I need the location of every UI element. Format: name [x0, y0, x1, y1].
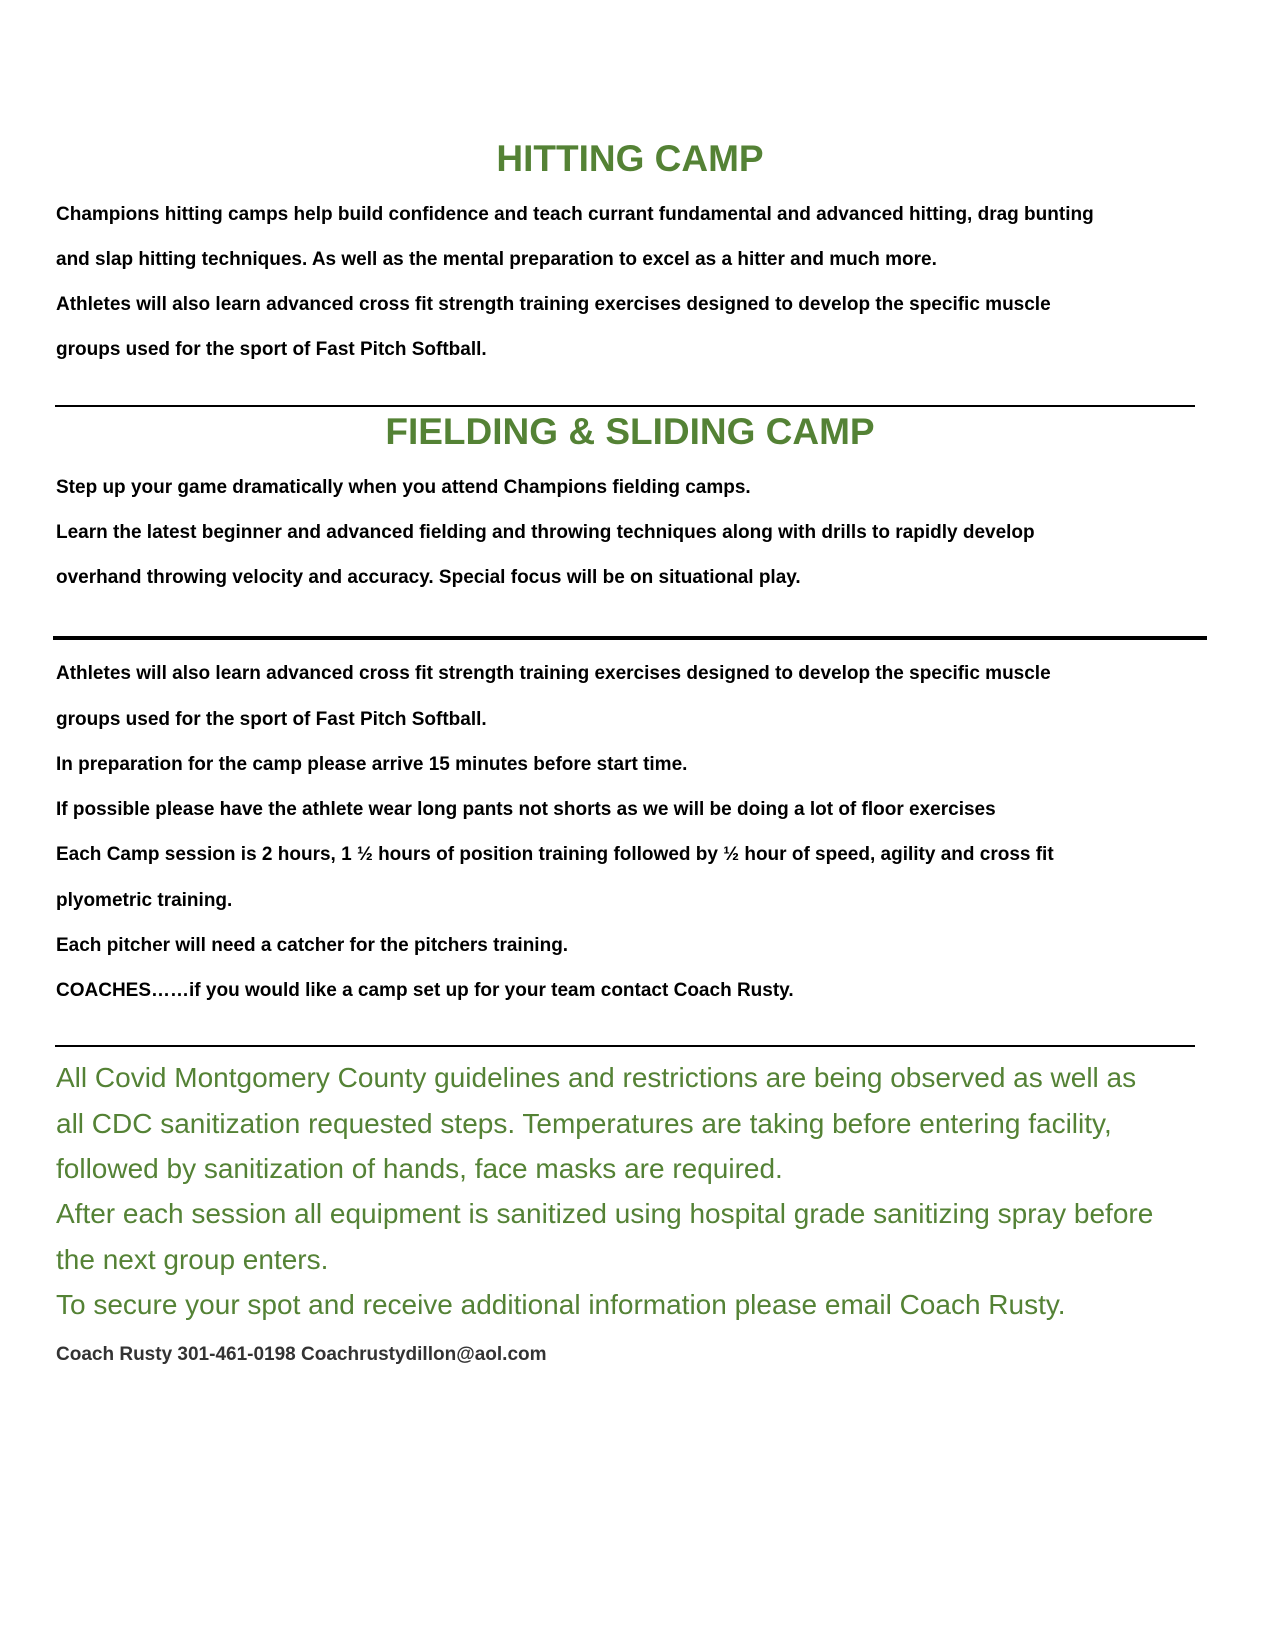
covid-line-1: All Covid Montgomery County guidelines and restrictions are being observed as well as [56, 1062, 1137, 1093]
info-line-8: COACHES……if you would like a camp set up for your team contact Coach Rusty. [56, 980, 794, 1001]
hitting-line-4: groups used for the sport of Fast Pitch Softball. [56, 339, 487, 360]
fielding-line-2: Learn the latest beginner and advanced fielding and throwing techniques along with drills to rapidly develop [56, 522, 1035, 543]
covid-line-2: all CDC sanitization requested steps. Temperatures are taking before entering facility, [56, 1108, 1112, 1139]
divider-1 [55, 405, 1195, 407]
contact-info: Coach Rusty 301-461-0198 Coachrustydillon@aol.com [56, 1344, 547, 1365]
info-line-6: plyometric training. [56, 890, 233, 911]
covid-line-5: the next group enters. [56, 1244, 329, 1275]
fielding-camp-title: FIELDING & SLIDING CAMP [385, 411, 875, 452]
hitting-camp-title: HITTING CAMP [496, 138, 764, 179]
covid-line-6: To secure your spot and receive additional information please email Coach Rusty. [56, 1289, 1066, 1320]
divider-2 [53, 636, 1207, 640]
covid-line-4: After each session all equipment is sanitized using hospital grade sanitizing spray before [56, 1198, 1154, 1229]
fielding-line-1: Step up your game dramatically when you attend Champions fielding camps. [56, 477, 751, 498]
info-line-2: groups used for the sport of Fast Pitch Softball. [56, 709, 487, 730]
covid-line-3: followed by sanitization of hands, face masks are required. [56, 1153, 783, 1184]
hitting-line-1: Champions hitting camps help build confidence and teach currant fundamental and advanced hitting, drag bunting [56, 204, 1094, 225]
info-line-4: If possible please have the athlete wear long pants not shorts as we will be doing a lot of floor exercises [56, 799, 996, 820]
info-line-1: Athletes will also learn advanced cross fit strength training exercises designed to develop the specific muscle [56, 663, 1051, 684]
info-line-3: In preparation for the camp please arrive 15 minutes before start time. [56, 754, 688, 775]
info-line-7: Each pitcher will need a catcher for the pitchers training. [56, 935, 569, 956]
fielding-line-3: overhand throwing velocity and accuracy. Special focus will be on situational play. [56, 567, 801, 588]
divider-3 [55, 1045, 1195, 1047]
hitting-line-3: Athletes will also learn advanced cross fit strength training exercises designed to develop the specific muscle [56, 294, 1051, 315]
hitting-line-2: and slap hitting techniques. As well as the mental preparation to excel as a hitter and much more. [56, 249, 937, 270]
info-line-5: Each Camp session is 2 hours, 1 ½ hours of position training followed by ½ hour of speed, agility and cross fit [56, 844, 1054, 865]
